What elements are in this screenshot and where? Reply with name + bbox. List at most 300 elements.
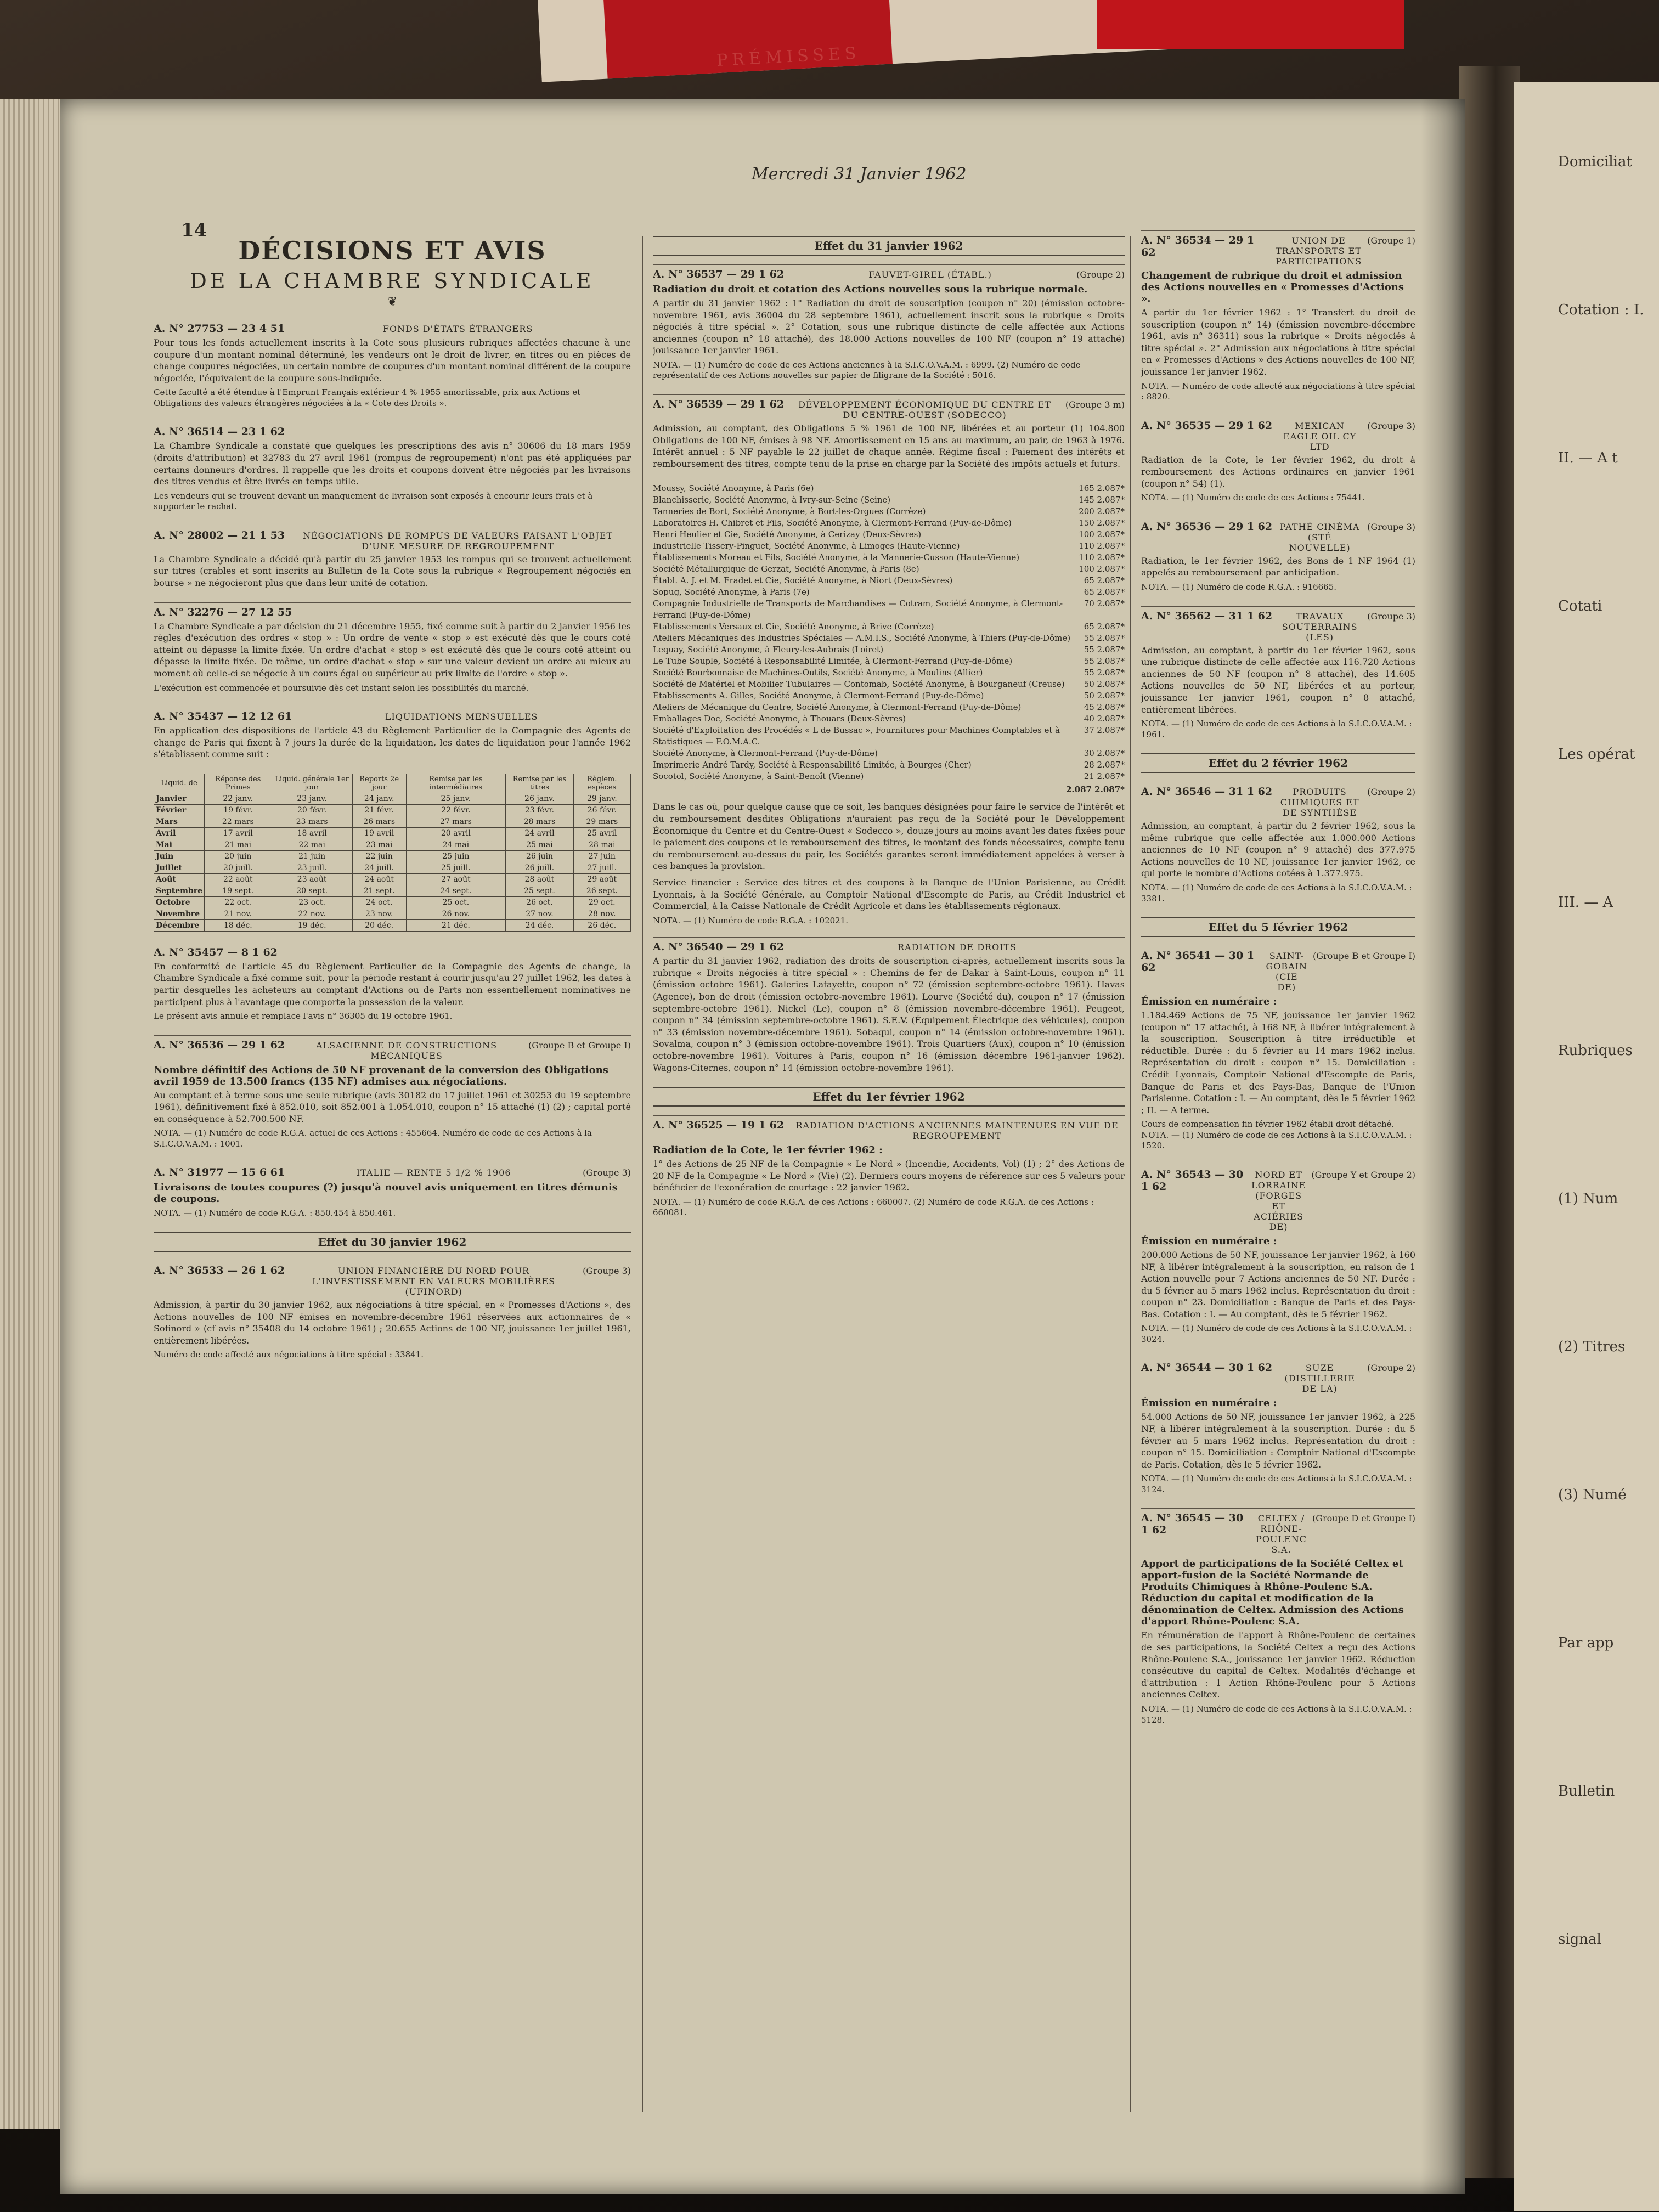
notice-ref: A. N° 36544 — 30 1 62 — [1141, 1362, 1273, 1374]
table-row — [154, 896, 631, 908]
company-name: Henri Heulier et Cie, Société Anonyme, à Cerizay (Deux-Sèvres) — [653, 529, 922, 540]
table-cell: 24 août — [352, 873, 406, 885]
table-row-label: Novembre — [154, 908, 205, 919]
table-cell: 22 août — [205, 873, 272, 885]
section-heading: Effet du 1er février 1962 — [653, 1087, 1125, 1107]
company-row — [653, 540, 1125, 552]
notice-ref: A. N° 32276 — 27 12 55 — [154, 606, 292, 618]
notice-lead: Émission en numéraire : — [1141, 996, 1277, 1008]
company-name: Établissements Versaux et Cie, Société Anonyme, à Brive (Corrèze) — [653, 622, 934, 632]
notice-head — [653, 264, 1125, 280]
section-heading: Effet du 30 janvier 1962 — [154, 1232, 631, 1252]
table-cell: 26 févr. — [573, 804, 630, 816]
company-name: Établissements Moreau et Fils, Société Anonyme, à la Mannerie-Cusson (Haute-Vienne) — [653, 552, 1020, 563]
company-name: Lequay, Société Anonyme, à Fleury-les-Aubrais (Loiret) — [653, 645, 884, 655]
notice-note: NOTA. — (1) Numéro de code de ces Actions à la S.I.C.O.V.A.M. : 5128. — [1141, 1704, 1412, 1725]
notice — [653, 394, 1125, 470]
notice-ref: A. N° 36535 — 29 1 62 — [1141, 419, 1273, 432]
table-cell: 20 juill. — [205, 862, 272, 873]
table-cell: 25 avril — [573, 827, 630, 839]
company-quantity: 55 2.087* — [1084, 656, 1125, 667]
table-cell: 22 janv. — [205, 793, 272, 804]
notice-body: Admission, au comptant, à partir du 1er février 1962, sous une rubrique distincte de celle affectée aux 116.720 Actions anciennes de 50 NF (coupon n° 8 attaché), des 14.605 Actions nouvelles de 50 NF, libérées et au porteur, jouissance 1er janvier 1961, coupon n° 8 attaché, entièrement libérées. — [1141, 645, 1415, 715]
notice-body: La Chambre Syndicale a par décision du 21 décembre 1955, fixé comme suit à partir du 2 janvier 1956 les règles d'exécution des ordres « stop » : Un ordre de vente « stop » est exécuté dès que le cours coté atteint ou dépasse la limite fixée. Un ordre d'achat « stop » est exécuté dès que le cours coté atteint ou dépasse la limite fixée. De même, un ordre d'achat « stop » sur une valeur devient un ordre au mieux au moment où celle-ci se négocie à un cours égal ou supérieur au prix limite de l'ordre « stop ». — [154, 620, 631, 679]
page-title: DÉCISIONS ET AVIS — [238, 236, 546, 266]
company-name: Ateliers Mécaniques des Industries Spéciales — A.M.I.S., Société Anonyme, à Thiers (Puy-de-Dôme) — [653, 633, 1071, 644]
company-row — [653, 552, 1125, 563]
notice-head — [1141, 416, 1415, 452]
notice-group: (Groupe 3 m) — [1065, 399, 1125, 410]
company-name: Moussy, Société Anonyme, à Paris (6e) — [653, 483, 814, 494]
table-cell: 23 oct. — [272, 896, 352, 908]
notice-lead: Livraisons de toutes coupures (?) jusqu'à nouvel avis uniquement en titres démunis de coupons. — [154, 1182, 618, 1205]
notice-company: MEXICAN EAGLE OIL CY LTD — [1283, 420, 1357, 452]
notice-head — [1141, 1358, 1415, 1394]
notice-company: UNION DE TRANSPORTS ET PARTICIPATIONS — [1275, 235, 1362, 267]
table-cell: 20 déc. — [352, 919, 406, 931]
table-row — [154, 804, 631, 816]
notice-ref: A. N° 35457 — 8 1 62 — [154, 946, 278, 958]
notice-company: ALSACIENNE DE CONSTRUCTIONS MÉCANIQUES — [316, 1040, 498, 1061]
notice-body: En conformité de l'article 45 du Règlement Particulier de la Compagnie des Agents de change, la Chambre Syndicale a fixé comme suit, pour la période restant à courir jusqu'au 27 juillet 1962, les dates à partir desquelles les acheteurs au comptant d'Actions ou de Parts non essentiellement nominatives ne participent plus à l'avantage que comporte la possession de la valeur. — [154, 961, 631, 1007]
notice-company: TRAVAUX SOUTERRAINS (LES) — [1282, 611, 1358, 642]
table-header-cell: Remise par les intermédiaires — [406, 774, 506, 793]
section-heading: Effet du 5 février 1962 — [1141, 917, 1415, 937]
table-cell: 21 mai — [205, 839, 272, 850]
company-name: Blanchisserie, Société Anonyme, à Ivry-sur-Seine (Seine) — [653, 495, 891, 505]
notice-note: NOTA. — Numéro de code affecté aux négociations à titre spécial : 8820. — [1141, 381, 1415, 402]
page-number: 14 — [181, 219, 207, 241]
facing-page-fragment: Domiciliat — [1558, 154, 1632, 170]
notice-ref: A. N° 36540 — 29 1 62 — [653, 941, 785, 953]
table-cell: 28 mai — [573, 839, 630, 850]
facing-page-fragment: (1) Num — [1558, 1190, 1618, 1207]
notice-head — [154, 1035, 631, 1061]
notice-lead: Apport de participations de la Société Celtex et apport-fusion de la Société Normande de Produits Chimiques à Rhône-Poulenc S.A. Réduction du capital et modification de la dénomination de Celtex. Admission des Actions d'apport Rhône-Poulenc S.A. — [1141, 1558, 1404, 1628]
notice-group: (Groupe B et Groupe I) — [1313, 951, 1415, 962]
notice — [1141, 230, 1415, 403]
table-cell: 21 nov. — [205, 908, 272, 919]
table-cell: 28 mars — [506, 816, 573, 827]
notice-body: Dans le cas où, pour quelque cause que ce soit, les banques désignées pour faire le service de l'intérêt et du remboursement desdites Obligations n'auraient pas reçu de la Société pour le Développement Économique du Centre et du Centre-Ouest « Sodecco », douze jours au moins avant les dates fixées pour le paiement des coupons et le remboursement des titres, le montant des fonds nécessaires, compte tenu du remboursement au-dessus du pair, les Sociétés garantes seront immédiatement appelées à verser à ces banques la provision. — [653, 802, 1125, 872]
notice-company: LIQUIDATIONS MENSUELLES — [385, 712, 538, 722]
company-quantity: 30 2.087* — [1084, 748, 1125, 759]
table-cell: 26 nov. — [406, 908, 506, 919]
company-quantity: 37 2.087* — [1084, 725, 1125, 736]
company-name: Laboratoires H. Chibret et Fils, Société Anonyme, à Clermont-Ferrand (Puy-de-Dôme) — [653, 518, 1012, 528]
company-row — [653, 598, 1125, 621]
notice-ref: A. N° 36541 — 30 1 62 — [1141, 950, 1255, 974]
table-cell: 27 juin — [573, 850, 630, 862]
table-cell: 27 août — [406, 873, 506, 885]
facing-page-fragment: II. — A t — [1558, 450, 1618, 466]
column-rule — [642, 236, 643, 2112]
section-heading: Effet du 31 janvier 1962 — [653, 236, 1125, 256]
page-fold-shadow — [1421, 99, 1465, 2194]
company-row — [653, 621, 1125, 633]
company-quantity: 55 2.087* — [1084, 645, 1125, 655]
notice — [1141, 946, 1415, 1152]
notice-body: 54.000 Actions de 50 NF, jouissance 1er janvier 1962, à 225 NF, à libérer intégralement à la souscription. Durée : du 5 février au 5 mars 1962 inclus. Représentation du droit : coupon n° 15. Domiciliation : Comptoir National d'Escompte de Paris. Cotation, dès le 5 février 1962. — [1141, 1412, 1415, 1470]
table-row-label: Mars — [154, 816, 205, 827]
facing-page-fragment: Cotati — [1558, 598, 1602, 614]
table-cell: 20 sept. — [272, 885, 352, 896]
notice-list — [653, 264, 1125, 470]
notice-body: La Chambre Syndicale a décidé qu'à partir du 25 janvier 1953 les rompus qui se trouvent actuellement sur titres (crables et sont inscrits au Bulletin de la Cote sous la rubrique « Regroupement négociés en bourse » ne négocieront plus que dans leur unité de cotation. — [154, 554, 631, 588]
newspaper-page — [60, 99, 1465, 2194]
notice — [1141, 1358, 1415, 1495]
table-cell: 21 juin — [272, 850, 352, 862]
table-row-label: Juillet — [154, 862, 205, 873]
table-header-cell: Remise par les titres — [506, 774, 573, 793]
notice-body: Admission, au comptant, à partir du 2 février 1962, sous la même rubrique que celle affectée aux 1.000.000 Actions anciennes de 10 NF (coupon n° 9 attaché) des 377.975 Actions nouvelles de 10 NF, jouissance 1er janvier 1962, ce qui porte le nombre d'Actions cotées à 1.377.975. — [1141, 821, 1415, 879]
table-cell: 24 janv. — [352, 793, 406, 804]
table-cell: 23 mars — [272, 816, 352, 827]
notice — [154, 319, 631, 409]
book-binding — [1459, 66, 1520, 2178]
table-row — [154, 885, 631, 896]
notice — [653, 937, 1125, 1074]
table-row-label: Juin — [154, 850, 205, 862]
table-cell: 24 mai — [406, 839, 506, 850]
notice-head — [653, 394, 1125, 420]
notice-head — [154, 1261, 631, 1297]
table-cell: 26 sept. — [573, 885, 630, 896]
table-cell: 19 avril — [352, 827, 406, 839]
notice-lead: Émission en numéraire : — [1141, 1235, 1277, 1247]
notice-group: (Groupe 2) — [1367, 787, 1415, 798]
company-quantity: 65 2.087* — [1084, 587, 1125, 597]
column-2 — [653, 230, 1125, 2123]
notice-note: Numéro de code affecté aux négociations à titre spécial : 33841. — [154, 1350, 424, 1360]
notice-list — [1141, 946, 1415, 1725]
table-cell: 23 nov. — [352, 908, 406, 919]
notice-head — [154, 422, 631, 438]
table-cell: 20 févr. — [272, 804, 352, 816]
table-cell: 21 sept. — [352, 885, 406, 896]
company-row — [653, 586, 1125, 598]
notice-company: CELTEX / RHÔNE-POULENC S.A. — [1256, 1513, 1307, 1555]
notice-ref: A. N° 36533 — 26 1 62 — [154, 1264, 285, 1277]
company-name: Société Bourbonnaise de Machines-Outils, Société Anonyme, à Moulins (Allier) — [653, 668, 983, 678]
table-row — [154, 919, 631, 931]
company-quantity: 50 2.087* — [1084, 691, 1125, 701]
notice-head — [154, 1163, 631, 1178]
table-row-label: Décembre — [154, 919, 205, 931]
notice-body: Admission, à partir du 30 janvier 1962, aux négociations à titre spécial, en « Promesses d'Actions », des Actions nouvelles de 100 NF émises en novembre-décembre 1961 réservées aux actionnaires de « Sofinord » (cf avis n° 35408 du 14 octobre 1961) ; 20.655 Actions de 100 NF, jouissance 1er juillet 1961, entièrement libérées. — [154, 1299, 631, 1346]
table-cell: 23 janv. — [272, 793, 352, 804]
notice-company: FAUVET-GIREL (ÉTABL.) — [868, 269, 992, 280]
notice-head — [653, 1115, 1125, 1141]
table-cell: 24 juill. — [352, 862, 406, 873]
notice-company: PRODUITS CHIMIQUES ET DE SYNTHÈSE — [1280, 787, 1359, 819]
company-row — [653, 725, 1125, 748]
notice-body: 1° des Actions de 25 NF de la Compagnie « Le Nord » (Incendie, Accidents, Vol) (1) ; 2° des Actions de 20 NF de la Compagnie « Le Nord » (Vie) (2). Derniers cours moyens de référence sur ces 5 valeurs pour bénéficier de l'exonération de courtage : 22 janvier 1962. — [653, 1159, 1125, 1193]
table-row — [154, 793, 631, 804]
table-cell: 23 août — [272, 873, 352, 885]
section-heading: Effet du 2 février 1962 — [1141, 753, 1415, 773]
company-row — [653, 494, 1125, 506]
notice — [1141, 606, 1415, 741]
company-name: Société d'Exploitation des Procédés « L de Bussac », Fournitures pour Machines Comptables et à Statistiques — F.O.M.A.C. — [653, 725, 1060, 747]
notice-body: A partir du 1er février 1962 : 1° Transfert du droit de souscription (coupon n° 14) (émission novembre-décembre 1961, avis n° 36311) sous la rubrique « Droits négociés à titre spécial ». 2° Admission aux négociations à titre spécial en « Promesses d'Actions » des Actions nouvelles de 100 NF, jouissance 1er janvier 1962. — [1141, 307, 1415, 377]
notice-ref: A. N° 36534 — 29 1 62 — [1141, 234, 1255, 258]
notice-note: NOTA. — (1) Numéro de code R.G.A. de ces Actions : 660007. (2) Numéro de code R.G.A. de ces Actions : 660081. — [653, 1197, 1094, 1218]
table-cell: 22 mai — [272, 839, 352, 850]
notice-body: Au comptant et à terme sous une seule rubrique (avis 30182 du 17 juillet 1961 et 30253 du 19 septembre 1961), définitivement fixé à 852.010, soit 852.001 à 1.054.010, coupon n° 15 attaché (1) (2) ; capital porté en conséquence à 52.700.500 NF. — [154, 1090, 631, 1124]
table-header-cell: Réponse des Primes — [205, 774, 272, 793]
notice-company: RADIATION D'ACTIONS ANCIENNES MAINTENUES EN VUE DE REGROUPEMENT — [795, 1120, 1119, 1142]
ornament-icon: ❦ — [387, 295, 398, 309]
company-row — [653, 690, 1125, 702]
notice-note: NOTA. — (1) Numéro de code R.G.A. : 850.454 à 850.461. — [154, 1208, 396, 1218]
notice-ref: A. N° 35437 — 12 12 61 — [154, 710, 292, 723]
table-cell: 17 avril — [205, 827, 272, 839]
notice-company: ITALIE — RENTE 5 1/2 % 1906 — [356, 1167, 511, 1178]
notice — [154, 707, 631, 760]
company-row — [653, 748, 1125, 759]
table-cell: 25 sept. — [506, 885, 573, 896]
company-name: Tanneries de Bort, Société Anonyme, à Bort-les-Orgues (Corrèze) — [653, 506, 926, 517]
company-quantity: 40 2.087* — [1084, 714, 1125, 724]
column-3 — [1141, 230, 1415, 2123]
notice-note: Les vendeurs qui se trouvent devant un manquement de livraison sont exposés à encourir leurs frais et à supporter le rachat. — [154, 490, 593, 512]
facing-page-fragment: (3) Numé — [1558, 1487, 1627, 1503]
notice-company: NORD ET LORRAINE (FORGES ET ACIÉRIES DE) — [1251, 1169, 1306, 1232]
notice-company: RADIATION DE DROITS — [897, 942, 1017, 953]
notice-ref: A. N° 36536 — 29 1 62 — [154, 1039, 285, 1051]
company-name: Ateliers de Mécanique du Centre, Société Anonyme, à Clermont-Ferrand (Puy-de-Dôme) — [653, 702, 1022, 713]
company-row — [653, 656, 1125, 667]
table-cell: 26 oct. — [506, 896, 573, 908]
notice-ref: A. N° 36546 — 31 1 62 — [1141, 786, 1273, 798]
table-cell: 21 déc. — [406, 919, 506, 931]
notice-head — [1141, 1508, 1415, 1555]
company-name: Le Tube Souple, Société à Responsabilité Limitée, à Clermont-Ferrand (Puy-de-Dôme) — [653, 656, 1013, 667]
table-cell: 24 sept. — [406, 885, 506, 896]
company-quantity: 50 2.087* — [1084, 679, 1125, 690]
notice-body: Radiation, le 1er février 1962, des Bons de 1 NF 1964 (1) appelés au remboursement par anticipation. — [1141, 555, 1415, 578]
table-cell: 22 nov. — [272, 908, 352, 919]
notice-ref: A. N° 27753 — 23 4 51 — [154, 323, 285, 335]
company-row — [653, 575, 1125, 586]
notice-group: (Groupe 3) — [1367, 420, 1415, 431]
facing-page-fragment: (2) Titres — [1558, 1339, 1626, 1355]
table-row — [154, 827, 631, 839]
notice-body: Admission, au comptant, des Obligations 5 % 1961 de 100 NF, libérées et au porteur (1) 104.800 Obligations de 100 NF, émises à 98 NF. Amortissement en 15 ans au maximum, au pair, de 1963 à 1976. Intérêt annuel : 5 NF payable le 22 juillet de chaque année. Régime fiscal : Paiement des intérêts et remboursement des titres, compte tenu de la prise en charge par la Société des impôts actuels et futurs. — [653, 422, 1125, 469]
notice-note: Cette faculté a été étendue à l'Emprunt Français extérieur 4 % 1955 amortissable, prix aux Actions et Obligations des valeurs étrangères négociées à la « Cote des Droits ». — [154, 387, 581, 408]
notice-body: En rémunération de l'apport à Rhône-Poulenc de certaines de ses participations, la Société Celtex a reçu des Actions Rhône-Poulenc S.A., jouissance 1er janvier 1962. Réduction consécutive du capital de Celtex. Modalités d'échange et d'attribution : 1 Action Rhône-Poulenc pour 5 Actions anciennes Celtex. — [1141, 1630, 1415, 1700]
notice — [154, 1035, 631, 1150]
table-cell: 19 févr. — [205, 804, 272, 816]
company-name: Établ. A. J. et M. Fradet et Cie, Société Anonyme, à Niort (Deux-Sèvres) — [653, 575, 953, 586]
company-row — [653, 679, 1125, 690]
company-quantity: 21 2.087* — [1084, 771, 1125, 782]
notice-ref: A. N° 31977 — 15 6 61 — [154, 1166, 285, 1179]
table-header-cell: Règlem. espèces — [573, 774, 630, 793]
notice-ref: A. N° 36537 — 29 1 62 — [653, 268, 785, 280]
facing-page-fragment: Bulletin — [1558, 1783, 1615, 1799]
notice-head — [1141, 946, 1415, 992]
company-quantity: 55 2.087* — [1084, 633, 1125, 644]
table-cell: 22 févr. — [406, 804, 506, 816]
notice-head — [154, 526, 631, 551]
company-row — [653, 759, 1125, 771]
company-row — [653, 506, 1125, 517]
table-cell: 23 mai — [352, 839, 406, 850]
table-cell: 26 déc. — [573, 919, 630, 931]
table-cell: 19 sept. — [205, 885, 272, 896]
notice-note: NOTA. — (1) Numéro de code R.G.A. : 102021. — [653, 915, 849, 926]
company-row — [653, 633, 1125, 644]
notice — [1141, 782, 1415, 904]
table-cell: 26 juill. — [506, 862, 573, 873]
notice — [154, 1163, 631, 1219]
table-cell: 29 août — [573, 873, 630, 885]
notice-note: NOTA. — (1) Numéro de code de ces Actions : 75441. — [1141, 493, 1365, 503]
table-cell: 26 mars — [352, 816, 406, 827]
notice — [653, 1115, 1125, 1218]
table-cell: 22 mars — [205, 816, 272, 827]
notice-group: (Groupe 3) — [583, 1167, 631, 1178]
table-cell: 24 avril — [506, 827, 573, 839]
liquidation-table — [154, 774, 631, 932]
notice-head — [1141, 606, 1415, 642]
company-quantity: 65 2.087* — [1084, 622, 1125, 632]
notice-group: (Groupe 3) — [1367, 611, 1415, 622]
notice-note: NOTA. — (1) Numéro de code R.G.A. actuel de ces Actions : 455664. Numéro de code de ces Actions à la S.I.C.O.V.A.M. : 1001. — [154, 1128, 592, 1149]
table-cell: 26 janv. — [506, 793, 573, 804]
notice-note: NOTA. — (1) Numéro de code de ces Actions à la S.I.C.O.V.A.M. : 1961. — [1141, 719, 1412, 740]
notice-group: (Groupe 1) — [1367, 235, 1415, 246]
table-cell: 29 oct. — [573, 896, 630, 908]
facing-page — [1514, 82, 1659, 2211]
notice-lead: Émission en numéraire : — [1141, 1397, 1277, 1409]
company-row — [653, 517, 1125, 529]
facing-page-fragment: Rubriques — [1558, 1042, 1633, 1059]
table-cell: 29 mars — [573, 816, 630, 827]
notice-lead: Radiation du droit et cotation des Actions nouvelles sous la rubrique normale. — [653, 284, 1088, 295]
notice-head — [1141, 230, 1415, 267]
notice — [1141, 1165, 1415, 1345]
notice-note: NOTA. — (1) Numéro de code de ces Actions anciennes à la S.I.C.O.V.A.M. : 6999. (2) Numéro de code représentatif de ces Actions nouvelles sur papier de filigrane de la Société : 5016. — [653, 359, 1081, 381]
facing-page-fragment: Par app — [1558, 1635, 1614, 1651]
notice-note: Le présent avis annule et remplace l'avis n° 36305 du 19 octobre 1961. — [154, 1011, 453, 1022]
company-name: Établissements A. Gilles, Société Anonyme, à Clermont-Ferrand (Puy-de-Dôme) — [653, 691, 984, 701]
notice-head — [1141, 782, 1415, 818]
table-header-cell: Liquid. de — [154, 774, 205, 793]
company-row — [653, 713, 1125, 725]
notice-company: SUZE (DISTILLERIE DE LA) — [1284, 1363, 1355, 1395]
facing-page-fragment: Les opérat — [1558, 746, 1635, 763]
company-list — [653, 483, 1125, 782]
company-name: Imprimerie André Tardy, Société à Responsabilité Limitée, à Bourges (Cher) — [653, 760, 972, 770]
notice — [1141, 517, 1415, 593]
facing-page-fragment: Cotation : I. — [1558, 302, 1644, 318]
notice-group: (Groupe B et Groupe I) — [528, 1040, 631, 1051]
company-row — [653, 483, 1125, 494]
table-row-label: Février — [154, 804, 205, 816]
table-row-label: Septembre — [154, 885, 205, 896]
table-cell: 28 nov. — [573, 908, 630, 919]
company-name: Société Anonyme, à Clermont-Ferrand (Puy-de-Dôme) — [653, 748, 878, 759]
company-row — [653, 771, 1125, 782]
company-name: Emballages Doc, Société Anonyme, à Thouars (Deux-Sèvres) — [653, 714, 906, 724]
table-row-label: Avril — [154, 827, 205, 839]
table-cell: 24 oct. — [352, 896, 406, 908]
table-row — [154, 862, 631, 873]
company-name: Industrielle Tissery-Pinguet, Société Anonyme, à Limoges (Haute-Vienne) — [653, 541, 960, 551]
premisses-stamp: PRÉMISSES — [716, 43, 861, 71]
notice-head — [1141, 1165, 1415, 1232]
table-cell: 27 nov. — [506, 908, 573, 919]
table-header-cell: Liquid. générale 1er jour — [272, 774, 352, 793]
notice-group: (Groupe D et Groupe I) — [1312, 1513, 1415, 1524]
notice-list — [154, 943, 631, 1219]
notice — [154, 526, 631, 589]
company-quantity: 100 2.087* — [1079, 564, 1125, 574]
red-corner — [1097, 0, 1404, 49]
notice-ref: A. N° 36525 — 19 1 62 — [653, 1119, 785, 1132]
table-cell: 20 avril — [406, 827, 506, 839]
facing-page-fragment: signal — [1558, 1931, 1601, 1948]
table-row — [154, 850, 631, 862]
table-row — [154, 873, 631, 885]
table-row-label: Mai — [154, 839, 205, 850]
table-cell: 23 févr. — [506, 804, 573, 816]
notice-group: (Groupe 2) — [1367, 1363, 1415, 1374]
notice-ref: A. N° 36536 — 29 1 62 — [1141, 520, 1273, 533]
notice-lead: Changement de rubrique du droit et admission des Actions nouvelles en « Promesses d'Actions ». — [1141, 270, 1404, 304]
table-cell: 27 mars — [406, 816, 506, 827]
notice-note: NOTA. — (1) Numéro de code de ces Actions à la S.I.C.O.V.A.M. : 3124. — [1141, 1474, 1412, 1494]
notice-note: NOTA. — (1) Numéro de code R.G.A. : 916665. — [1141, 582, 1337, 592]
notice-head — [1141, 517, 1415, 553]
notice-note: NOTA. — (1) Numéro de code de ces Actions à la S.I.C.O.V.A.M. : 3024. — [1141, 1323, 1412, 1344]
table-cell: 18 déc. — [205, 919, 272, 931]
notice-body: A partir du 31 janvier 1962 : 1° Radiation du droit de souscription (coupon n° 20) (émission octobre-novembre 1961, avis 36004 du 28 septembre 1961), actuellement inscrit sous la rubrique « Droits négociés à titre spécial ». 2° Cotation, sous une rubrique distincte de celle affectée aux Actions anciennes (coupon n° 18 attaché), des 18.000 Actions nouvelles de 100 NF (coupon n° 19 attaché) jouissance 1er janvier 1961. — [653, 298, 1125, 356]
notice-body: A partir du 31 janvier 1962, radiation des droits de souscription ci-après, actuellement inscrits sous la rubrique « Droits négociés à titre spécial » : Chemins de fer de Dakar à Saint-Louis, coupon n° 11 (émission octobre 1961). Galeries Lafayette, coupon n° 72 (émission septembre-octobre 1961). Havas (Agence), bon de droit (émission octobre-novembre 1961). Lourve (Société du), coupon n° 17 (émission septembre-octobre 1961). Nickel (Le), coupon n° 8 (émission novembre-décembre 1961). Peugeot, coupon n° 34 (émission septembre-octobre 1961). S.E.V. (Équipement Électrique des véhicules), coupon n° 33 (émission novembre-décembre 1961). Sobaqui, coupon n° 14 (émission octobre-novembre 1961). Sovalma, coupon n° 3 (émission octobre-novembre 1961). Trois Quartiers (Aux), coupon n° 10 (émission octobre-novembre 1961). Voitures à Paris, coupon n° 16 (émission décembre 1961-janvier 1962). Wagons-Citernes, coupon n° 14 (émission octobre-novembre 1961). — [653, 956, 1125, 1073]
table-cell: 19 déc. — [272, 919, 352, 931]
company-total — [653, 785, 1125, 794]
notice-company: SAINT-GOBAIN (CIE DE) — [1266, 951, 1308, 993]
table-cell: 28 août — [506, 873, 573, 885]
notice-head — [653, 937, 1125, 953]
column-1 — [154, 230, 631, 2123]
notice-lead: Nombre définitif des Actions de 50 NF provenant de la conversion des Obligations avril 1959 de 13.500 francs (135 NF) admises aux négociations. — [154, 1064, 608, 1087]
notice-list — [154, 1261, 631, 1361]
company-quantity: 28 2.087* — [1084, 760, 1125, 770]
table-row — [154, 908, 631, 919]
notice-body: 1.184.469 Actions de 75 NF, jouissance 1er janvier 1962 (coupon n° 17 attaché), à 168 NF, à libérer intégralement à la souscription. Souscription à titre irréductible et réductible. Durée : du 5 février au 14 mars 1962 inclus. Représentation du droit : coupon n° 15. Domiciliation : Crédit Lyonnais, Comptoir National d'Escompte de Paris, Banque de Paris et des Pays-Bas, Banque de l'Union Parisienne. Cotation : I. — Au comptant, dès le 5 février 1962 ; II. — A terme. — [1141, 1010, 1415, 1115]
company-quantity: 45 2.087* — [1084, 702, 1125, 713]
notice — [154, 602, 631, 693]
table-cell: 25 janv. — [406, 793, 506, 804]
notice-ref: A. N° 36545 — 30 1 62 — [1141, 1512, 1244, 1537]
notice-body: La Chambre Syndicale a constaté que quelques les prescriptions des avis n° 30606 du 18 mars 1959 (droits d'attribution) et 32783 du 27 avril 1961 (rompus de regroupement) n'ont pas été appliquées par certains donneurs d'ordres. Il rappelle que les droits et coupons doivent être négociés par les livraisons des titres vendus et être livrés en temps utile. — [154, 441, 631, 487]
notice — [154, 1261, 631, 1361]
company-quantity: 100 2.087* — [1079, 529, 1125, 540]
notice — [653, 264, 1125, 381]
table-cell: 22 oct. — [205, 896, 272, 908]
notice-ref: A. N° 36539 — 29 1 62 — [653, 398, 785, 410]
company-name: Socotol, Société Anonyme, à Saint-Benoît (Vienne) — [653, 771, 864, 782]
page-dateline: Mercredi 31 Janvier 1962 — [752, 165, 967, 184]
table-cell: 23 juill. — [272, 862, 352, 873]
table-cell: 20 juin — [205, 850, 272, 862]
company-name: Compagnie Industrielle de Transports de Marchandises — Cotram, Société Anonyme, à Clermont-Ferrand (Puy-de-Dôme) — [653, 599, 1063, 620]
notice-body: En application des dispositions de l'article 43 du Règlement Particulier de la Compagnie des Agents de change de Paris qui fixent à 7 jours la durée de la liquidation, les dates de liquidation pour l'année 1962 s'établissent comme suit : — [154, 725, 631, 760]
